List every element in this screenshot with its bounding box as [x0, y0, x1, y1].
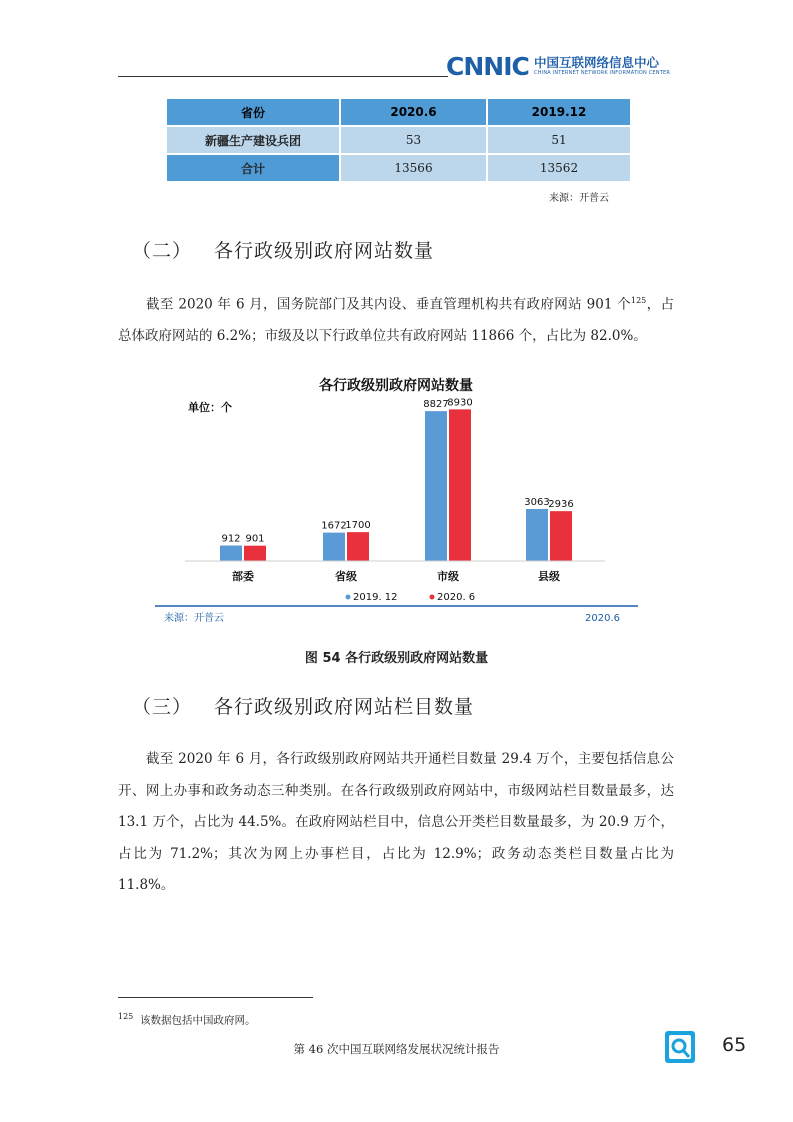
bar-series1-1 [323, 533, 345, 561]
section-number: （二） [132, 240, 193, 262]
section3-paragraph [118, 744, 674, 902]
section-heading-3 [132, 692, 474, 719]
cnnic-logo [446, 52, 676, 84]
logo-english-name: CHINA INTERNET NETWORK INFORMATION CENTER [534, 70, 671, 76]
bar-series1-0 [220, 546, 242, 561]
table-header-cell: 2020.6 [341, 99, 486, 125]
bar-value-label: 912 [221, 533, 241, 545]
bar-value-label: 1700 [345, 520, 371, 532]
chart-unit-label: 单位：个 [188, 401, 232, 414]
table-cell: 13566 [341, 155, 486, 181]
footnote [118, 1012, 255, 1028]
table-cell-label: 合计 [167, 155, 339, 181]
header-rule [118, 76, 448, 77]
bar-series2-3 [550, 511, 572, 561]
legend-marker [346, 595, 351, 600]
bar-series2-1 [347, 532, 369, 561]
footnote-ref[interactable]: 125 [630, 296, 647, 305]
bar-chart [150, 368, 643, 631]
province-table [165, 97, 632, 183]
section-heading-2 [132, 236, 434, 263]
x-tick-label: 市级 [437, 570, 459, 583]
bar-value-label: 2936 [548, 499, 574, 511]
bar-value-label: 901 [245, 533, 265, 545]
footnote-rule [118, 997, 313, 998]
section-number: （三） [132, 696, 193, 718]
section2-paragraph [118, 285, 674, 353]
page-number: 65 [722, 1034, 747, 1056]
section-title: 各行政级别政府网站栏目数量 [214, 696, 475, 718]
bar-value-label: 1672 [321, 520, 347, 532]
bar-value-label: 3063 [524, 496, 550, 508]
legend-marker [430, 595, 435, 600]
chart-title: 各行政级别政府网站数量 [319, 378, 473, 394]
para-text: ，占总体政府网站的 6.2%；市级及以下行政单位共有政府网站 11866 个，占比为 82.0%。 [118, 296, 675, 344]
bar-value-label: 8827 [423, 399, 449, 411]
table-cell-label: 新疆生产建设兵团 [167, 127, 339, 153]
table-cell: 51 [488, 127, 630, 153]
chart-source: 来源：开普云 [164, 613, 224, 624]
logo-mark: CNNIC [446, 52, 529, 81]
footer-title: 第 46 次中国互联网络发展状况统计报告 [293, 1042, 500, 1056]
logo-chinese-name: 中国互联网络信息中心 [534, 55, 660, 70]
para-text: 截至 2020 年 6 月，各行政级别政府网站共开通栏目数量 29.4 万个，主要包括信息公开、网上办事和政务动态三种类别。在各行政级别政府网站中，市级网站栏目数量最多，达 13.1 万个，占比为 44.5%。在政府网站栏目中，信息公开类栏目数量最多，为 20.9 万个，占比为 71.2%；其次为网上办事栏目，占比为 12.9%；政务动态类栏目数量占比为 11.8%。 [118, 751, 674, 893]
footnote-number: 125 [118, 1012, 134, 1021]
table-cell: 13562 [488, 155, 630, 181]
x-tick-label: 县级 [538, 570, 560, 583]
bar-series1-3 [526, 509, 548, 561]
table-total-row [167, 155, 630, 181]
table-header-row [167, 99, 630, 125]
table-cell: 53 [341, 127, 486, 153]
table-row [167, 127, 630, 153]
bar-series2-2 [449, 409, 471, 561]
para-text: 截至 2020 年 6 月，国务院部门及其内设、垂直管理机构共有政府网站 901 个 [146, 296, 631, 313]
x-tick-label: 省级 [335, 570, 357, 583]
legend-label: 2019. 12 [353, 592, 398, 603]
bar-series2-0 [244, 546, 266, 561]
x-tick-label: 部委 [232, 570, 254, 583]
figure-caption: 图 54 各行政级别政府网站数量 [304, 651, 489, 666]
section-title: 各行政级别政府网站数量 [214, 240, 435, 262]
chart-date: 2020.6 [585, 613, 620, 624]
report-icon [665, 1031, 695, 1063]
footnote-text: 该数据包括中国政府网。 [139, 1014, 256, 1027]
bar-value-label: 8930 [447, 397, 473, 409]
legend-label: 2020. 6 [437, 592, 476, 603]
table-header-cell: 2019.12 [488, 99, 630, 125]
table-header-cell: 省份 [167, 99, 339, 125]
bar-series1-2 [425, 411, 447, 561]
table-source: 来源：开普云 [549, 193, 609, 204]
